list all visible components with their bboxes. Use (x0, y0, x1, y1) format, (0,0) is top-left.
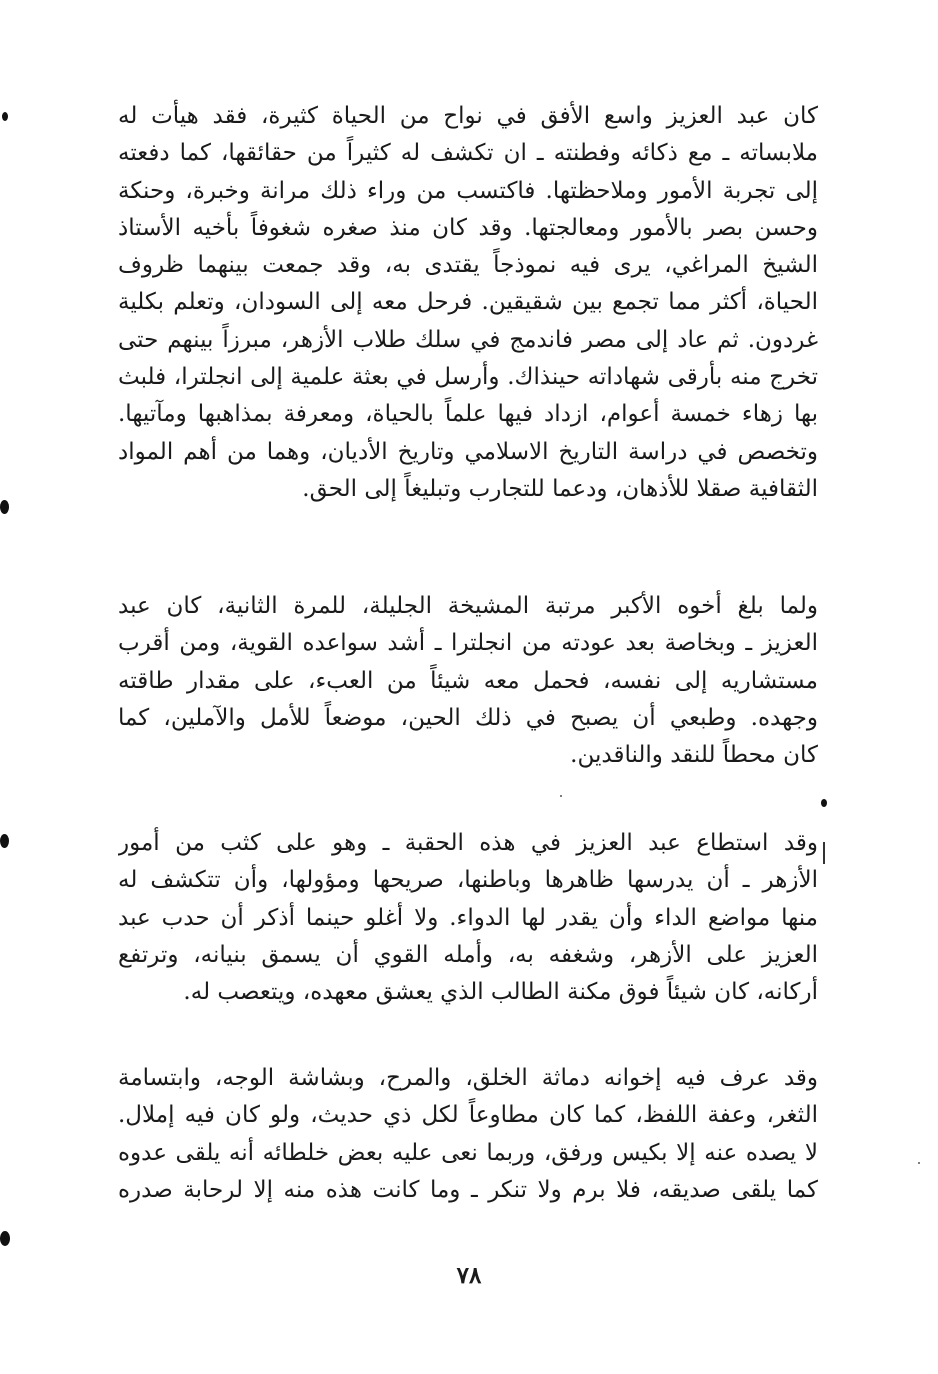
scan-speck (560, 795, 562, 797)
paragraph-1 (118, 98, 818, 508)
text-line: غردون. ثم عاد إلى مصر فاندمج في سلك طلاب الأزهر، مبرزاً بينهم حتى (118, 326, 818, 353)
text-line: وجهده. وطبعي أن يصبح في ذلك الحين، موضعاً للأمل والآملين، كما (118, 704, 818, 731)
margin-ink-mark (821, 799, 827, 807)
page-number: ٧٨ (456, 1262, 482, 1289)
text-line: ملابساته ـ مع ذكائه وفطنته ـ ان تكشف له كثيراً من حقائقها، كما دفعته (118, 140, 818, 167)
text-line: الثغر، وعفة اللفظ، كما كان مطاوعاً لكل ذي حديث، ولو كان فيه إملال. (118, 1102, 818, 1129)
text-line: تخرج منه بأرقى شهاداته حينذاك. وأرسل في بعثة علمية إلى انجلترا، فلبث (118, 364, 818, 391)
margin-ink-mark (0, 500, 9, 514)
paragraph-3 (118, 825, 818, 1011)
margin-bracket-mark (823, 842, 825, 864)
text-line: الأزهر ـ أن يدرسها ظاهرها وباطنها، صريحها ومؤولها، وأن تتكشف له (118, 867, 818, 894)
text-line: لا يصده عنه إلا بكيس ورفق، وربما نعى عليه بعض خلطائه أنه يلقى عدوه (118, 1139, 818, 1166)
text-line: كان محطاً للنقد والناقدين. (570, 742, 818, 769)
text-line: وقد استطاع عبد العزيز في هذه الحقبة ـ وهو على كثب من أمور (118, 830, 818, 856)
text-line: أركانه، كان شيئاً فوق مكنة الطالب الذي يعشق معهده، ويتعصب له. (183, 979, 818, 1006)
text-line: إلى تجربة الأمور وملاحظتها. فاكتسب من وراء ذلك مرانة وخبرة، وحنكة (118, 177, 818, 204)
text-line: العزيز على الأزهر، وشغفه به، وأمله القوي أن يسمق بنيانه، وترتفع (118, 941, 818, 968)
margin-ink-mark (0, 834, 9, 848)
text-line: مستشاريه إلى نفسه، فحمل معه شيئاً من العبء، على مقدار طاقته (118, 667, 818, 694)
text-line: الشيخ المراغي، يرى فيه نموذجاً يقتدى به، وقد جمعت بينهما ظروف (118, 252, 818, 279)
text-line: منها مواضع الداء وأن يقدر لها الدواء. ولا أغلو حينما أذكر أن حدب عبد (118, 904, 818, 931)
text-line: كان عبد العزيز واسع الأفق في نواح من الحياة كثيرة، فقد هيأت له (118, 103, 818, 129)
paragraph-2 (118, 588, 818, 774)
text-line: وقد عرف فيه إخوانه دماثة الخلق، والمرح، وبشاشة الوجه، وابتسامة (118, 1065, 818, 1091)
text-line: الحياة، أكثر مما تجمع بين شقيقين. فرحل معه إلى السودان، وتعلم بكلية (118, 289, 818, 316)
paragraph-4 (118, 1060, 818, 1209)
margin-ink-mark (2, 112, 8, 121)
scan-speck (918, 1162, 920, 1164)
text-line: ولما بلغ أخوه الأكبر مرتبة المشيخة الجليلة، للمرة الثانية، كان عبد (118, 593, 818, 619)
margin-ink-mark (0, 1231, 10, 1246)
text-line: الثقافية صقلا للأذهان، ودعما للتجارب وتبليغاً إلى الحق. (302, 475, 818, 502)
text-line: العزيز ـ وبخاصة بعد عودته من انجلترا ـ أشد سواعده القوية، ومن أقرب (118, 630, 818, 657)
text-line: بها زهاء خمسة أعوام، ازداد فيها علماً بالحياة، ومعرفة بمذاهبها ومآتيها. (118, 401, 818, 428)
text-line: وحسن بصر بالأمور ومعالجتها. وقد كان منذ صغره شغوفاً بأخيه الأستاذ (118, 214, 818, 241)
text-line: وتخصص في دراسة التاريخ الاسلامي وتاريخ الأديان، وهما من أهم المواد (118, 438, 818, 465)
text-line: كما يلقى صديقه، فلا برم ولا تنكر ـ وما كانت هذه منه إلا لرحابة صدره (118, 1176, 818, 1203)
